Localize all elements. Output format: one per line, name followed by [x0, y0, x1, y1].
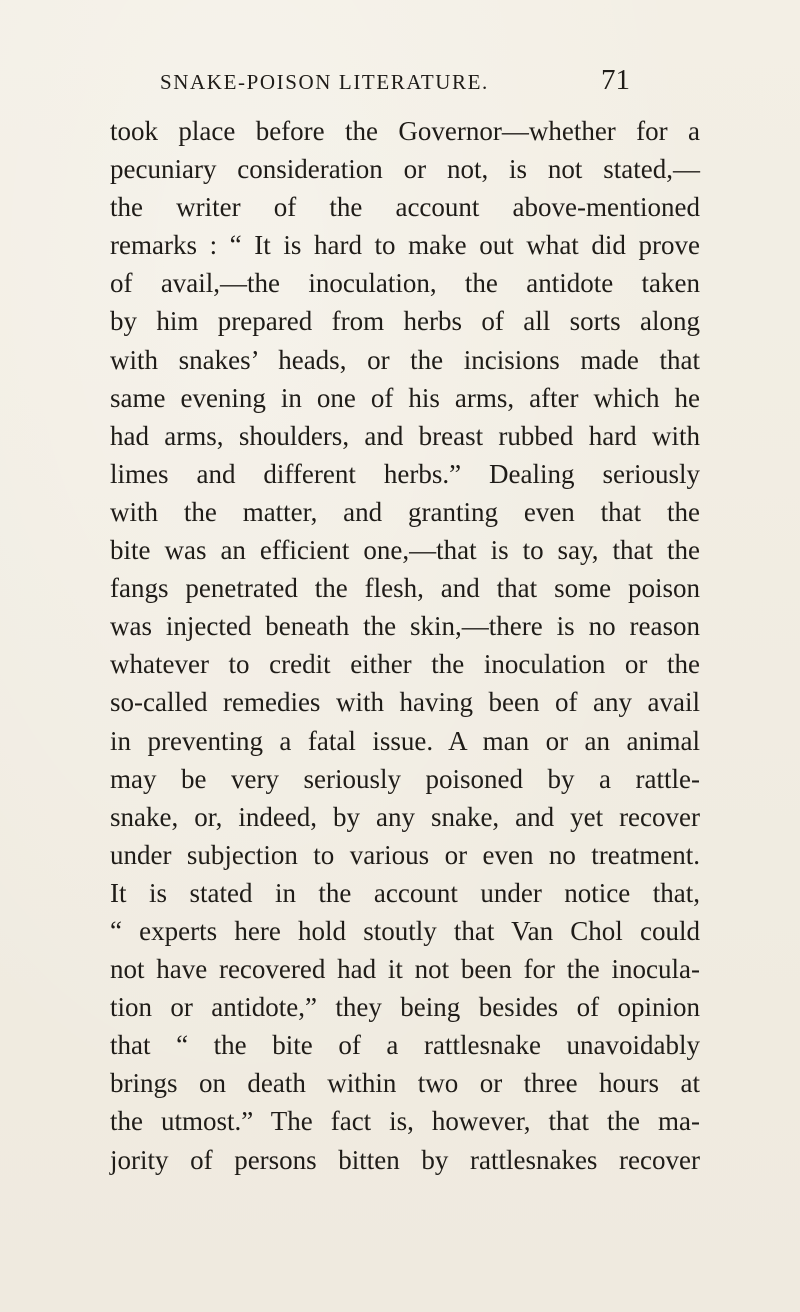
- text-line: same evening in one of his arms, after which he: [110, 382, 700, 413]
- text-line: “ experts here hold stoutly that Van Chol could: [110, 915, 700, 946]
- text-line: in preventing a fatal issue. A man or an animal: [110, 725, 700, 756]
- text-line: limes and different herbs.” Dealing seriously: [110, 458, 700, 489]
- text-line: of avail,—the inoculation, the antidote taken: [110, 268, 700, 299]
- text-line: with the matter, and granting even that the: [110, 496, 700, 527]
- text-line: jority of persons bitten by rattlesnakes recover: [110, 1144, 700, 1175]
- text-line: had arms, shoulders, and breast rubbed hard with: [110, 420, 700, 451]
- page-number: 71: [601, 64, 630, 96]
- text-line: not have recovered had it not been for the inocula-: [110, 954, 700, 985]
- text-line: pecuniary consideration or not, is not stated,—: [110, 154, 700, 185]
- text-line: snake, or, indeed, by any snake, and yet recover: [110, 801, 700, 832]
- text-line: It is stated in the account under notice that,: [110, 877, 700, 908]
- text-line: remarks : “ It is hard to make out what did prove: [110, 230, 700, 261]
- text-line: bite was an efficient one,—that is to say, that the: [110, 535, 700, 566]
- running-title: SNAKE-POISON LITERATURE.: [160, 70, 489, 94]
- text-line: may be very seriously poisoned by a rattle-: [110, 763, 700, 794]
- text-line: was injected beneath the skin,—there is no reason: [110, 611, 700, 642]
- text-line: fangs penetrated the flesh, and that some poison: [110, 573, 700, 604]
- text-line: brings on death within two or three hours at: [110, 1068, 700, 1099]
- text-line: under subjection to various or even no treatment.: [110, 839, 700, 870]
- text-line: with snakes’ heads, or the incisions made that: [110, 344, 700, 375]
- text-line: tion or antidote,” they being besides of opinion: [110, 992, 700, 1023]
- text-line: whatever to credit either the inoculation or the: [110, 649, 700, 680]
- text-line: that “ the bite of a rattlesnake unavoidably: [110, 1030, 700, 1061]
- text-line: the utmost.” The fact is, however, that the ma-: [110, 1106, 700, 1137]
- body-text: [110, 112, 700, 1179]
- text-line: took place before the Governor—whether for a: [110, 116, 700, 146]
- text-line: the writer of the account above-mentioned: [110, 192, 700, 223]
- text-line: so-called remedies with having been of any avail: [110, 687, 700, 718]
- text-line: by him prepared from herbs of all sorts along: [110, 306, 700, 337]
